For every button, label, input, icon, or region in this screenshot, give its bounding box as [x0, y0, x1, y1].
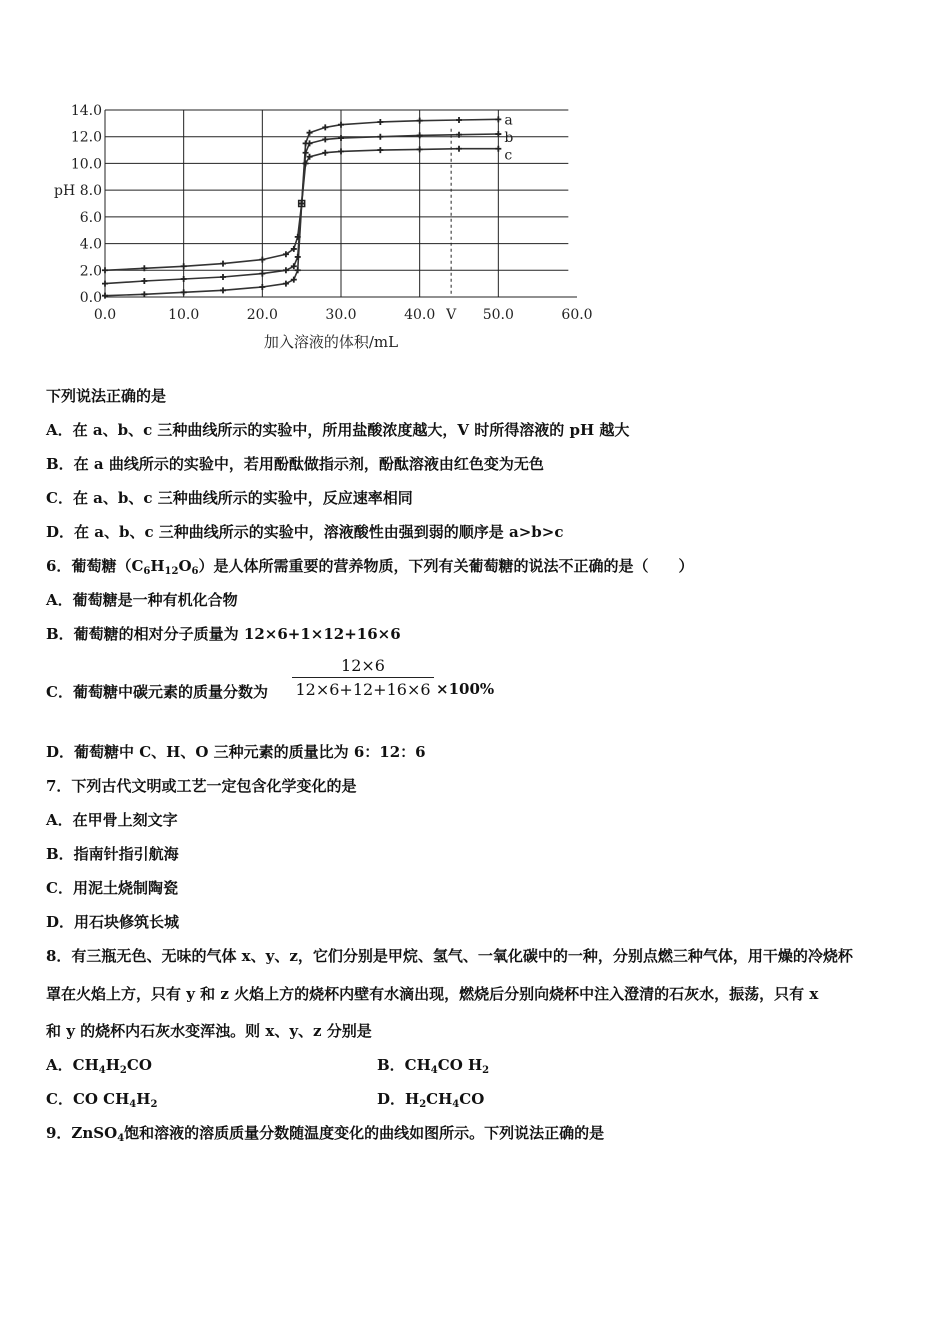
y-tick-label: 10.0: [70, 156, 102, 173]
formula-part: C．CO CH: [46, 1090, 130, 1108]
data-point-a: [102, 293, 108, 299]
formula-part: CH: [426, 1090, 453, 1108]
q7-stem: 7．下列古代文明或工艺一定包含化学变化的是: [46, 777, 357, 795]
formula-part: B．CH: [377, 1056, 431, 1074]
q6-option-c[interactable]: C．葡萄糖中碳元素的质量分数为: [46, 683, 268, 701]
y-tick-label: 6.0: [79, 209, 102, 226]
series-line-c: [105, 149, 498, 271]
data-point-a: [141, 291, 147, 297]
data-point-c: [220, 261, 226, 267]
x-axis-label: 加入溶液的体积/mL: [263, 333, 399, 351]
data-point-a: [338, 122, 344, 128]
data-point-a: [181, 289, 187, 295]
formula-part: CO: [126, 1056, 152, 1074]
q7-option-a[interactable]: A．在甲骨上刻文字: [46, 811, 178, 829]
q7-option-d[interactable]: D．用石块修筑长城: [46, 913, 180, 931]
formula-sub: 4: [129, 1099, 137, 1110]
x-tick-label: 30.0: [325, 307, 357, 323]
data-point-c: [181, 263, 187, 269]
q6-sub: 6: [143, 566, 151, 577]
q6-stem: [46, 556, 694, 576]
data-point-c: [338, 148, 344, 154]
data-point-a: [259, 284, 265, 290]
data-point-a: [295, 267, 301, 273]
data-point-b: [291, 263, 297, 269]
data-point-c: [299, 201, 305, 207]
legend-label-a: a: [504, 112, 513, 129]
formula-sub: 4: [98, 1065, 106, 1076]
x-tick-label: 0.0: [93, 307, 117, 323]
formula-part: H: [105, 1056, 120, 1074]
v-marker-label: V: [446, 307, 457, 323]
q6-stem-part: ）是人体所需重要的营养物质，下列有关葡萄糖的说法不正确的是（ ）: [198, 557, 694, 575]
q9-stem-part: 9．ZnSO: [46, 1124, 118, 1142]
q6-option-a[interactable]: A．葡萄糖是一种有机化合物: [46, 591, 238, 609]
formula-sub: 4: [452, 1099, 460, 1110]
data-point-a: [495, 116, 501, 122]
q8-option-c[interactable]: [46, 1089, 157, 1109]
formula-part: CO: [459, 1090, 485, 1108]
formula-sub: 2: [419, 1099, 427, 1110]
data-point-b: [102, 281, 108, 287]
formula-sub: 2: [482, 1065, 490, 1076]
data-point-b: [141, 278, 147, 284]
q8-stem-line1: 8．有三瓶无色、无味的气体 x、y、z，它们分别是甲烷、氢气、一氧化碳中的一种，分别点燃三种气体，用干燥的冷烧杯: [46, 947, 853, 965]
data-point-c: [417, 146, 423, 152]
q6-option-d[interactable]: D．葡萄糖中 C、H、O 三种元素的质量比为 6：12：6: [46, 743, 426, 761]
data-point-c: [322, 150, 328, 156]
q7-option-c[interactable]: C．用泥土烧制陶瓷: [46, 879, 178, 897]
formula-part: A．CH: [46, 1056, 99, 1074]
formula-sub: 2: [150, 1099, 158, 1110]
q8-stem-line2: 罩在火焰上方，只有 y 和 z 火焰上方的烧杯内壁有水滴出现，燃烧后分别向烧杯中注入澄清的石灰水，振荡，只有 x: [46, 985, 819, 1003]
data-point-c: [377, 147, 383, 153]
q6-stem-part: O: [178, 557, 192, 575]
data-point-a: [220, 287, 226, 293]
q5-option-c[interactable]: C．在 a、b、c 三种曲线所示的实验中，反应速率相同: [46, 489, 413, 507]
q5-option-b[interactable]: B．在 a 曲线所示的实验中，若用酚酞做指示剂，酚酞溶液由红色变为无色: [46, 455, 544, 473]
x-tick-label: 50.0: [482, 307, 514, 323]
y-tick-label: 14.0: [70, 103, 102, 119]
formula-part: H: [136, 1090, 151, 1108]
fraction-denominator: 12×6+12+16×6: [295, 680, 431, 699]
q6-option-b[interactable]: B．葡萄糖的相对分子质量为 12×6+1×12+16×6: [46, 625, 401, 643]
y-tick-label: 4.0: [79, 236, 102, 253]
data-point-c: [456, 146, 462, 152]
x-tick-label: 40.0: [404, 307, 436, 323]
formula-part: D．H: [377, 1090, 420, 1108]
fraction-numerator: 12×6: [292, 655, 434, 678]
data-point-b: [295, 254, 301, 260]
data-point-b: [377, 134, 383, 140]
data-point-b: [259, 271, 265, 277]
data-point-a: [417, 118, 423, 124]
data-point-c: [495, 146, 501, 152]
q9-stem: [46, 1123, 604, 1143]
data-point-a: [291, 277, 297, 283]
data-point-a: [377, 119, 383, 125]
data-point-b: [303, 150, 309, 156]
q6-option-c-suffix: ×100%: [436, 680, 495, 698]
q8-option-d[interactable]: [377, 1089, 484, 1109]
data-point-b: [417, 132, 423, 138]
data-point-a: [456, 117, 462, 123]
formula-sub: 2: [119, 1065, 127, 1076]
y-tick-label: 2.0: [79, 263, 102, 280]
y-axis-label: pH: [54, 183, 76, 200]
q5-stem: 下列说法正确的是: [46, 387, 167, 405]
legend-label-b: b: [504, 130, 514, 147]
y-tick-label: 0.0: [79, 290, 102, 306]
formula-sub: 4: [430, 1065, 438, 1076]
x-tick-label: 20.0: [246, 307, 278, 323]
y-tick-label: 8.0: [79, 183, 102, 200]
data-point-b: [307, 140, 313, 146]
x-tick-label: 10.0: [168, 307, 200, 323]
q7-option-b[interactable]: B．指南针指引航海: [46, 845, 179, 863]
data-point-a: [322, 124, 328, 130]
q6-fraction: [292, 655, 434, 702]
data-point-b: [283, 267, 289, 273]
q8-stem-line3: 和 y 的烧杯内石灰水变浑浊。则 x、y、z 分别是: [46, 1022, 372, 1040]
data-point-a: [283, 281, 289, 287]
x-tick-label: 60.0: [561, 307, 593, 323]
legend-label-c: c: [504, 147, 513, 164]
q5-option-a[interactable]: A．在 a、b、c 三种曲线所示的实验中，所用盐酸浓度越大，V 时所得溶液的 pH 越大: [46, 421, 630, 439]
chart-curves: [102, 116, 501, 298]
y-tick-label: 12.0: [70, 129, 102, 146]
data-point-c: [102, 267, 108, 273]
q9-stem-part: 饱和溶液的溶质质量分数随温度变化的曲线如图所示。下列说法正确的是: [124, 1124, 605, 1142]
q9-sub: 4: [117, 1133, 125, 1144]
data-point-b: [220, 274, 226, 280]
q6-sub: 6: [191, 566, 199, 577]
q6-sub: 12: [164, 566, 179, 577]
q8-option-a[interactable]: [46, 1055, 152, 1075]
data-point-b: [181, 276, 187, 282]
data-point-b: [495, 131, 501, 137]
q6-stem-part: 葡萄糖（C: [71, 557, 144, 575]
q8-option-b[interactable]: [377, 1055, 489, 1075]
q6-number: 6．: [46, 557, 72, 575]
data-point-c: [259, 257, 265, 263]
ph-titration-chart: [40, 92, 620, 362]
q5-option-d[interactable]: D．在 a、b、c 三种曲线所示的实验中，溶液酸性由强到弱的顺序是 a>b>c: [46, 523, 564, 541]
data-point-b: [322, 136, 328, 142]
q6-stem-part: H: [150, 557, 165, 575]
data-point-b: [338, 135, 344, 141]
data-point-a: [307, 130, 313, 136]
formula-part: CO H: [437, 1056, 483, 1074]
